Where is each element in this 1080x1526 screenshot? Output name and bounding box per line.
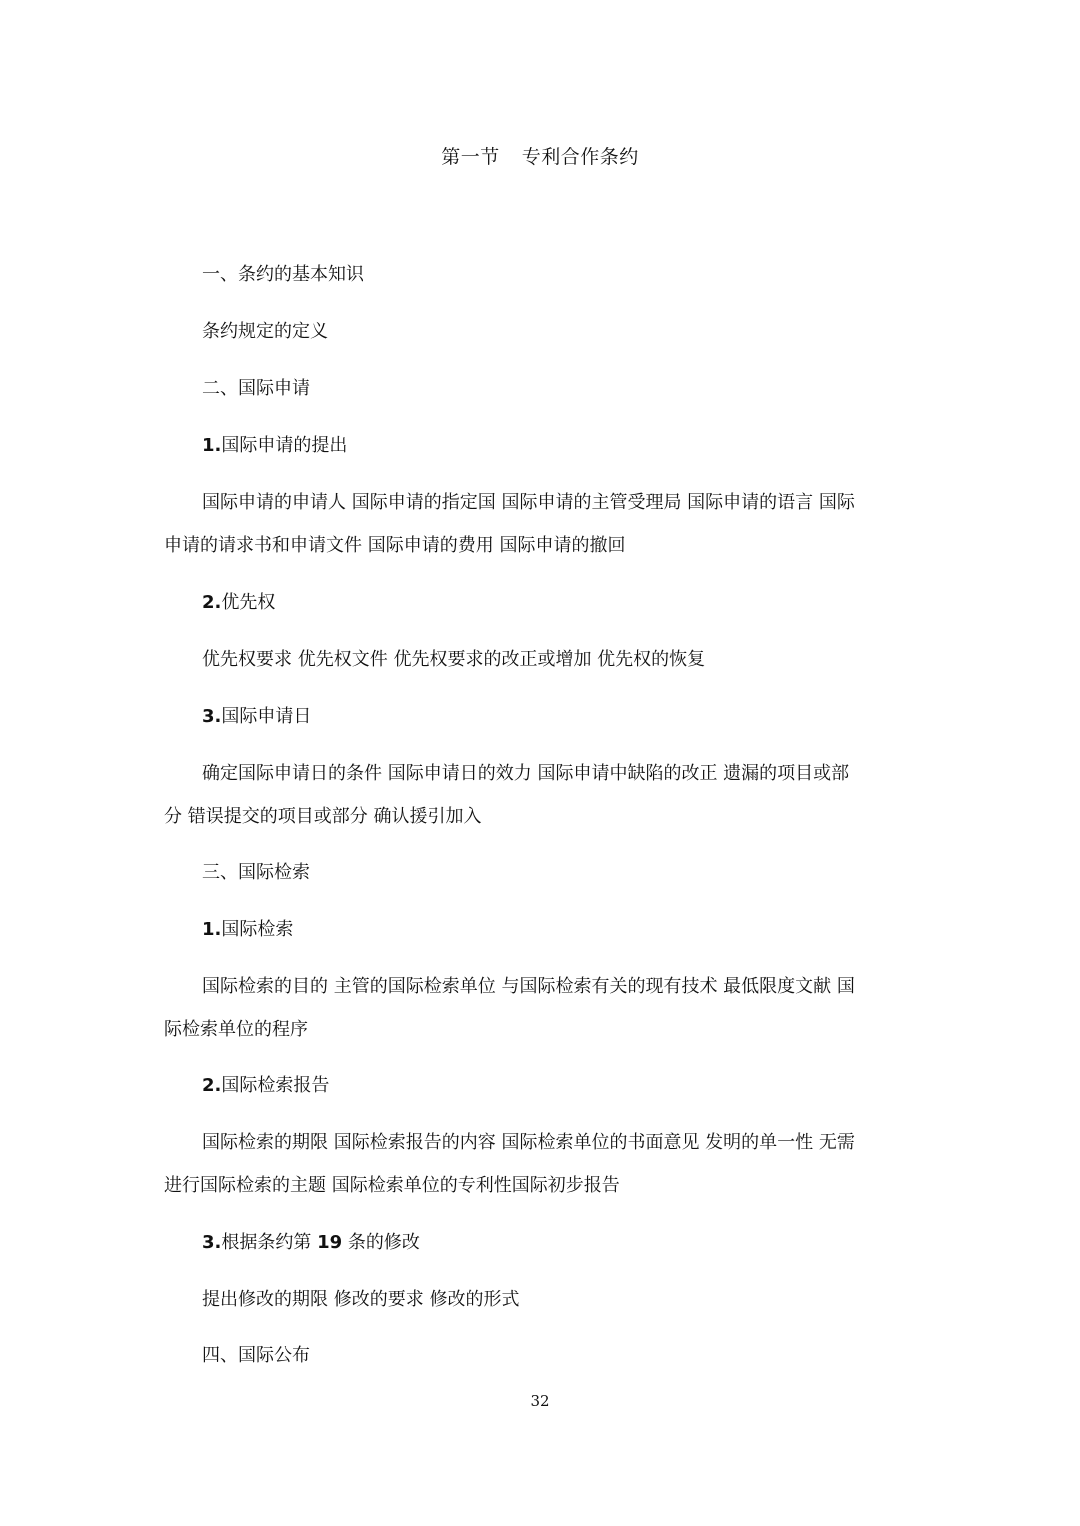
article-number: 19 [317,1232,343,1253]
section-heading-4: 四、国际公布 [202,1345,310,1366]
subsection-number: 3. [202,1232,222,1253]
subsection-number: 2. [202,592,222,613]
subsection-label: 国际申请日 [221,706,312,727]
subsection-number: 3. [202,706,222,727]
chapter-name: 专利合作条约 [521,146,639,168]
subsection-3-2-body-line2: 进行国际检索的主题 国际检索单位的专利性国际初步报告 [164,1175,620,1196]
subsection-3-1-body-line2: 际检索单位的程序 [164,1019,308,1040]
subsection-number: 1. [202,919,222,940]
page-title [0,142,1080,169]
section-heading-1: 一、条约的基本知识 [202,264,364,285]
subsection-2-3-body-line1: 确定国际申请日的条件 国际申请日的效力 国际申请中缺陷的改正 遗漏的项目或部 [202,763,850,784]
subsection-3-3-body: 提出修改的期限 修改的要求 修改的形式 [202,1289,520,1310]
page-number: 32 [530,1392,550,1410]
subsection-label-post: 条的修改 [342,1232,420,1253]
subsection-3-1-body-line1: 国际检索的目的 主管的国际检索单位 与国际检索有关的现有技术 最低限度文献 国 [202,976,855,997]
subsection-2-3-title [202,702,311,728]
section-heading-3: 三、国际检索 [202,862,310,883]
subsection-3-1-title [202,915,293,941]
subsection-label: 国际检索报告 [221,1075,330,1096]
section-heading-2: 二、国际申请 [202,378,310,399]
subsection-3-3-title [202,1228,420,1254]
subsection-label: 国际检索 [221,919,294,940]
subsection-2-1-body-line1: 国际申请的申请人 国际申请的指定国 国际申请的主管受理局 国际申请的语言 国际 [202,492,855,513]
subsection-label: 国际申请的提出 [221,435,348,456]
subsection-3-2-title [202,1071,329,1097]
subsection-2-1-body-line2: 申请的请求书和申请文件 国际申请的费用 国际申请的撤回 [164,535,626,556]
subsection-2-2-title [202,588,275,614]
chapter-label: 第一节 [441,146,500,168]
subsection-3-2-body-line1: 国际检索的期限 国际检索报告的内容 国际检索单位的书面意见 发明的单一性 无需 [202,1132,855,1153]
subsection-2-1-title [202,431,347,457]
subsection-label-pre: 根据条约第 [221,1232,318,1253]
subsection-number: 1. [202,435,222,456]
subsection-2-2-body: 优先权要求 优先权文件 优先权要求的改正或增加 优先权的恢复 [202,649,706,670]
subsection-label: 优先权 [221,592,276,613]
subsection-number: 2. [202,1075,222,1096]
section-body-1: 条约规定的定义 [202,321,328,342]
subsection-2-3-body-line2: 分 错误提交的项目或部分 确认援引加入 [164,806,482,827]
